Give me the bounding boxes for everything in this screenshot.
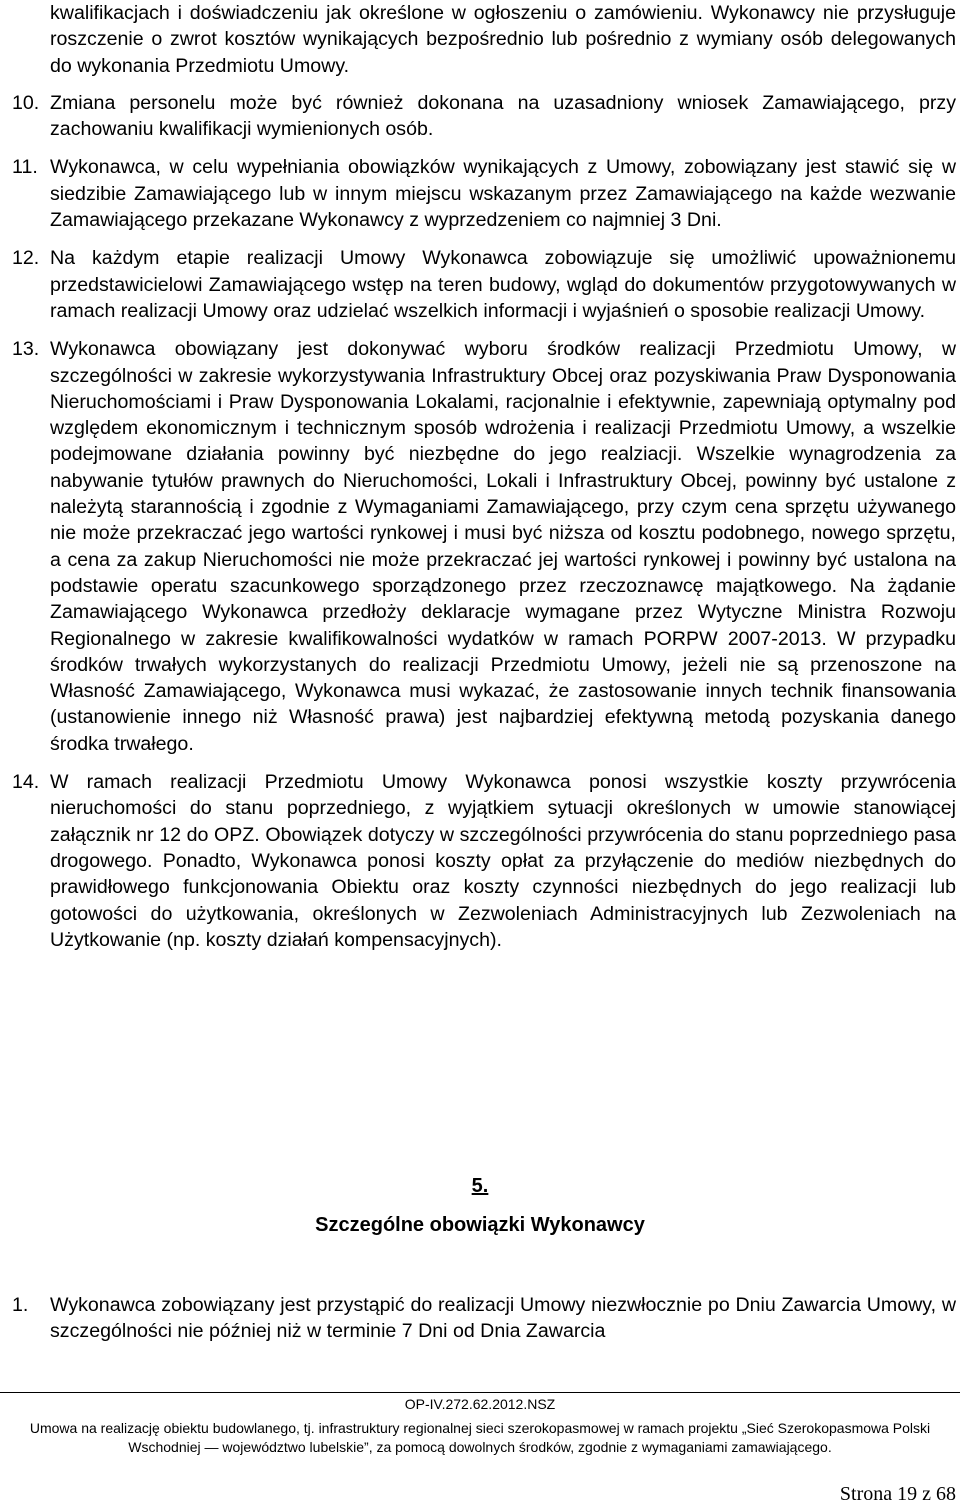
section-number-text: 5. [471,1175,489,1197]
list-item-number: 12. [12,247,40,270]
list-item-text: W ramach realizacji Przedmiotu Umowy Wykonawca ponosi wszystkie koszty przywrócenia nieruchomości do stanu poprzedniego, z wyjątkiem sytuacji określonych w umowie stanowiącej załącznik nr 12 do OPZ. Obowiązek dotyczy w szczególności przywrócenia do stanu poprzedniego pasa drogowego. Ponadto, Wykonawca ponosi koszty opłat za przyłączenie do mediów niezbędnych do prawidłowego funkcjonowania Obiektu oraz koszty czynności niezbędnych do jego realizacji lub gotowości do użytkowania, określonych w Zezwoleniach Administracyjnych lub Zezwoleniach na Użytkowanie (np. koszty działań kompensacyjnych). [50,771,956,951]
footer-description: Umowa na realizację obiektu budowlanego, tj. infrastruktury regionalnej sieci szerokopasmowej w ramach projektu „Sieć Szerokopasmowa Polski Wschodniej — województwo lubelskie”, za pomocą dowolnych środków, zgodnie z wymaganiami zamawiającego. [29,1420,931,1455]
page-number-label: Strona [839,1483,893,1505]
section-list-item-1 [12,1292,956,1345]
list-item-text: Na każdym etapie realizacji Umowy Wykonawca zobowiązuje się umożliwić upoważnionemu przedstawicielowi Zamawiającego wstęp na teren budowy, wgląd do dokumentów przygotowywanych w ramach realizacji Umowy oraz udzielać wszelkich informacji i wyjaśnień o sposobie realizacji Umowy. [50,247,956,322]
intro-paragraph: kwalifikacjach i doświadczeniu jak określone w ogłoszeniu o zamówieniu. Wykonawcy nie przysługuje roszczenie o zwrot kosztów wynikających bezpośrednio lub pośrednio z wymiany osób delegowanych do wykonania Przedmiotu Umowy. [50,2,956,77]
list-item-text: Wykonawca zobowiązany jest przystąpić do realizacji Umowy niezwłocznie po Dniu Zawarcia Umowy, w szczególności nie później niż w terminie 7 Dni od Dnia Zawarcia [50,1294,956,1343]
page-number-separator: z [922,1483,931,1505]
list-item-number: 1. [12,1294,29,1316]
page-number-total: 68 [936,1483,956,1505]
section-number [0,1175,960,1198]
list-item-number: 10. [12,91,40,114]
list-item-text: Zmiana personelu może być również dokonana na uzasadniony wniosek Zamawiającego, przy zachowaniu kwalifikacji wymienionych osób. [50,91,956,141]
list-item-number: 11. [12,156,38,179]
list-item-text: Wykonawca, w celu wypełniania obowiązków wynikających z Umowy, zobowiązany jest stawić się w siedzibie Zamawiającego lub w innym miejscu wskazanym przez Zamawiającego na każde wezwanie Zamawiającego przekazane Wykonawcy z wyprzedzeniem co najmniej 3 Dni. [50,156,956,232]
list-item-number: 13. [12,338,40,361]
footer-reference-code: OP-IV.272.62.2012.NSZ [404,1396,556,1412]
list-item-14 [12,769,956,953]
page-number [840,1483,956,1505]
list-item-11 [12,154,956,233]
list-item-13 [12,336,956,757]
section-title: Szczególne obowiązki Wykonawcy [315,1214,645,1236]
list-item-number: 14. [12,771,40,794]
document-body [12,0,956,953]
list-item-12 [12,245,956,324]
page-number-current: 19 [897,1483,918,1505]
list-item-text: Wykonawca obowiązany jest dokonywać wyboru środków realizacji Przedmiotu Umowy, w szczególności w zakresie wykorzystywania Infrastruktury Obcej oraz pozyskiwania Praw Dysponowania Nieruchomościami i Praw Dysponowania Lokalami, racjonalnie i efektywnie, zapewniają optymalny pod względem ekonomicznym i technicznym sposób wdrożenia i realizacji Przedmiotu Umowy, a wszelkie podejmowane działania powinny być niezbędne do jego realziacji. Wszelkie wynagrodzenia za nabywanie tytułów prawnych do Nieruchomości, Lokali i Infrastruktury Obcej, powinny być ustalone z należytą starannością i zgodnie z Wymaganiami Zamawiającego, przy czym cena sprzętu używanego nie może przekraczać jego wartości rynkowej i musi być niższa od kosztu podobnego, nowego sprzętu, a cena za zakup Nieruchomości nie może przekraczać jej wartości rynkowej i powinny być ustalona na podstawie operatu szacunkowego sporządzonego przez rzeczoznawcę majątkowego. Na żądanie Zamawiającego Wykonawca przedłoży deklaracje wymagane przez Wytyczne Ministra Rozwoju Regionalnego w zakresie kwalifikowalności wydatków w ramach PORPW 2007-2013. W przypadku środków trwałych wykorzystanych do realizacji Przedmiotu Umowy, jeżeli nie są przenoszone na Własność Zamawiającego, Wykonawca musi wykazać, że zastosowanie innych technik finansowania (ustanowienie innego niż Własność prawa) jest najbardziej efektywną metodą pozyskania danego środka trwałego. [50,338,956,755]
list-item-10 [12,90,956,143]
footer-divider [0,1392,960,1393]
